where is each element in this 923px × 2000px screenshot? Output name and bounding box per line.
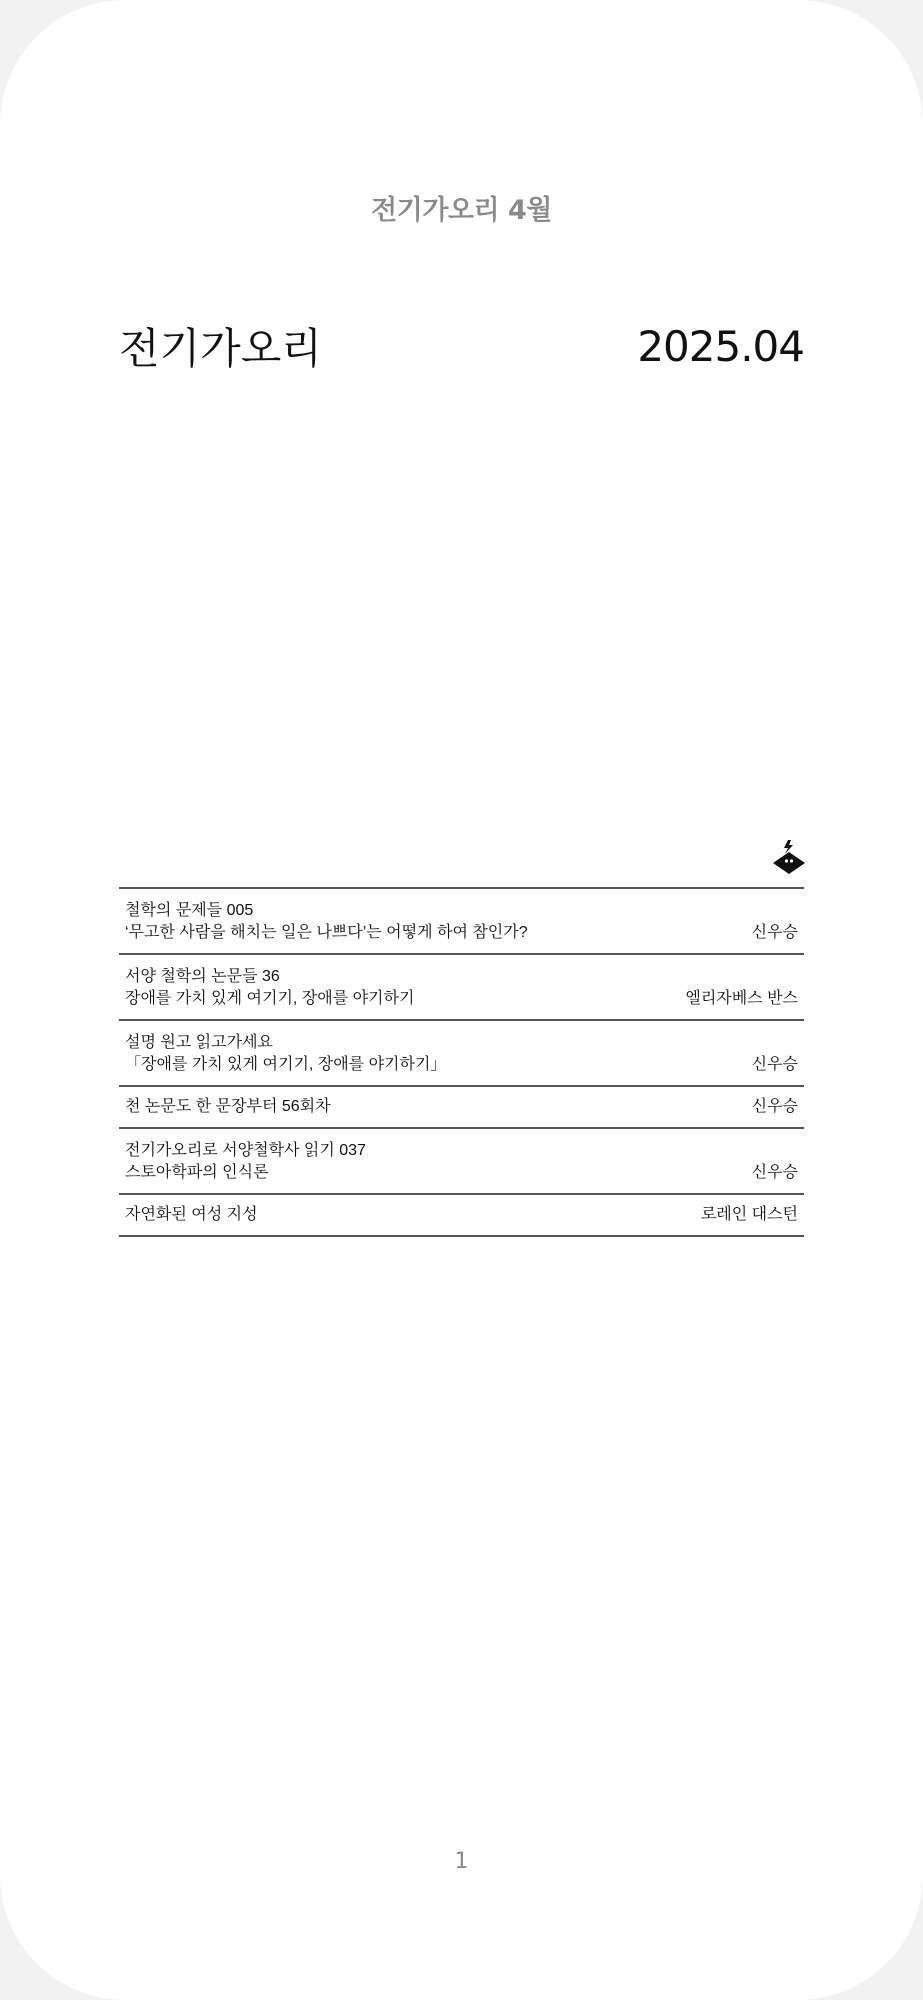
toc-item-title: 장애를 가치 있게 여기기, 장애를 야기하기 bbox=[125, 990, 415, 1007]
toc-item-author: 신우승 bbox=[751, 1056, 798, 1073]
table-of-contents bbox=[119, 887, 804, 1237]
toc-item-titles bbox=[125, 1205, 258, 1225]
toc-item-author: 로레인 대스턴 bbox=[700, 1206, 798, 1223]
toc-item-titles bbox=[125, 1097, 331, 1117]
toc-item-author: 신우승 bbox=[751, 924, 798, 941]
toc-item-1[interactable] bbox=[119, 889, 804, 955]
toc-item-series: 서양 철학의 논문들 36 bbox=[125, 968, 280, 985]
toc-item-2[interactable] bbox=[119, 955, 804, 1021]
toc-item-3[interactable] bbox=[119, 1021, 804, 1087]
stingray-lightning-logo bbox=[772, 840, 806, 874]
toc-item-titles bbox=[125, 967, 414, 1009]
toc-item-author: 엘리자베스 반스 bbox=[685, 990, 798, 1007]
toc-item-titles bbox=[125, 901, 528, 943]
toc-item-title: 천 논문도 한 문장부터 56회차 bbox=[125, 1098, 331, 1115]
toc-item-title: 「장애를 가치 있게 여기기, 장애를 야기하기」 bbox=[125, 1056, 447, 1073]
toc-item-series: 철학의 문제들 005 bbox=[125, 902, 254, 919]
toc-item-title: 스토아학파의 인식론 bbox=[125, 1164, 269, 1181]
page-number: 1 bbox=[454, 1849, 469, 1874]
toc-item-titles bbox=[125, 1033, 446, 1075]
toc-item-5[interactable] bbox=[119, 1129, 804, 1195]
toc-item-author: 신우승 bbox=[751, 1098, 798, 1115]
stingray-icon bbox=[772, 840, 806, 874]
masthead bbox=[119, 316, 804, 376]
toc-item-titles bbox=[125, 1141, 366, 1183]
toc-item-4[interactable] bbox=[119, 1087, 804, 1129]
toc-item-series: 설명 원고 읽고가세요 bbox=[125, 1034, 273, 1051]
toc-item-title: ‘무고한 사람을 해치는 일은 나쁘다’는 어떻게 하여 참인가? bbox=[125, 924, 528, 941]
toc-item-title: 자연화된 여성 지성 bbox=[125, 1206, 258, 1223]
toc-item-author: 신우승 bbox=[751, 1164, 798, 1181]
toc-item-series: 전기가오리로 서양철학사 읽기 037 bbox=[125, 1142, 366, 1159]
toc-item-6[interactable] bbox=[119, 1195, 804, 1237]
page-header-title: 전기가오리 4월 bbox=[371, 195, 552, 226]
publication-name: 전기가오리 bbox=[119, 324, 322, 373]
issue-date: 2025.04 bbox=[637, 321, 804, 371]
